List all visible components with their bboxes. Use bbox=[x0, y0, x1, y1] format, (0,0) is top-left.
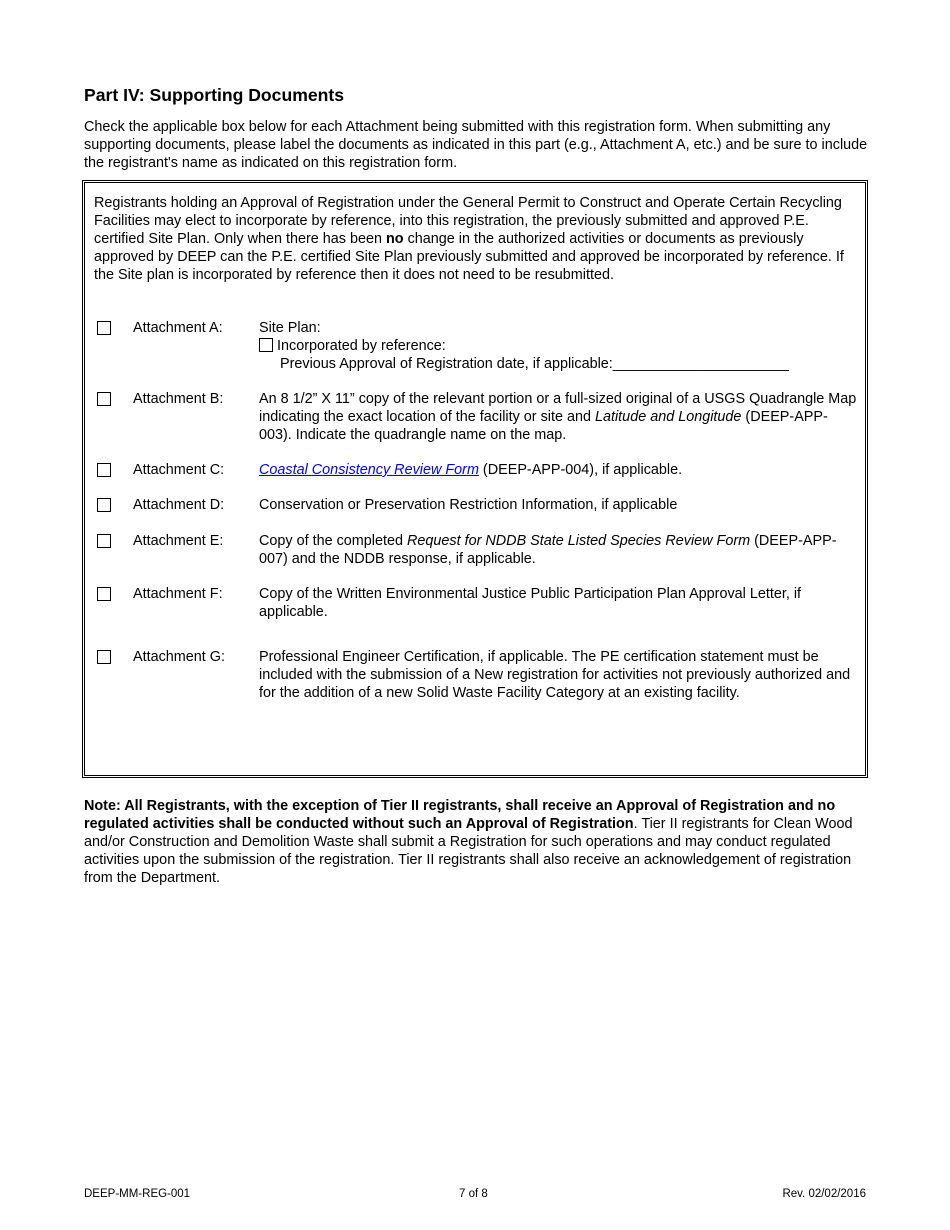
attachment-a-description bbox=[259, 319, 859, 373]
site-plan-title: Site Plan: bbox=[259, 320, 321, 336]
incorporated-label: Incorporated by reference: bbox=[277, 338, 446, 354]
attachments-box bbox=[82, 180, 868, 778]
attachment-a-checkbox[interactable] bbox=[97, 321, 111, 335]
attachment-g-checkbox[interactable] bbox=[97, 650, 111, 664]
attachment-c-label: Attachment C: bbox=[133, 462, 225, 478]
attachment-a-label: Attachment A: bbox=[133, 320, 223, 336]
attachment-c-checkbox[interactable] bbox=[97, 463, 111, 477]
attachment-g-description: Professional Engineer Certification, if applicable. The PE certification statement must be included with the submission of a New registration for activities not previously authorized and for the addition of a new Solid Waste Facility Category at an existing facility. bbox=[259, 649, 851, 701]
attachment-f-description: Copy of the Written Environmental Justice Public Participation Plan Approval Letter, if applicable. bbox=[259, 586, 802, 620]
intro-text: Check the applicable box below for each Attachment being submitted with this registration form. When submitting any supporting documents, please label the documents as indicated in this part (e.g., Attachment A, etc.) and be sure to include the registrant's name as indicated on this registration form. bbox=[84, 119, 868, 171]
previous-approval-date-field[interactable]: Previous Approval of Registration date, if applicable:______________________ bbox=[280, 356, 789, 372]
attachment-e-label: Attachment E: bbox=[133, 533, 224, 549]
attachment-g-label: Attachment G: bbox=[133, 649, 225, 665]
coastal-consistency-form-link[interactable]: Coastal Consistency Review Form bbox=[259, 462, 479, 478]
attachment-d-checkbox[interactable] bbox=[97, 498, 111, 512]
incorporated-line bbox=[259, 337, 859, 355]
page-title: Part IV: Supporting Documents bbox=[84, 85, 345, 105]
attachment-d-label: Attachment D: bbox=[133, 497, 225, 513]
attachment-c-description: Coastal Consistency Review Form (DEEP-APP-004), if applicable. bbox=[259, 462, 683, 478]
attachment-b-checkbox[interactable] bbox=[97, 392, 111, 406]
incorporated-by-reference-checkbox[interactable] bbox=[259, 338, 273, 352]
note-bold: Note: All Registrants, with the exception of Tier II registrants, shall receive an Approval of Registration and no regulated activities shall be conducted without such an Approval of Registration bbox=[84, 798, 836, 832]
attachment-b-label: Attachment B: bbox=[133, 391, 224, 407]
attachment-f-checkbox[interactable] bbox=[97, 587, 111, 601]
box-intro: Registrants holding an Approval of Registration under the General Permit to Construct and Operate Certain Recycling Facilities may elect to incorporate by reference, into this registration, the previously submitted and approved P.E. certified Site Plan. Only when there has been no change in the authorized activities or documents as previously approved by DEEP can the P.E. certified Site Plan previously submitted and approved be incorporated by reference. If the Site plan is incorporated by reference then it does not need to be resubmitted. bbox=[94, 195, 844, 283]
footer-page-number: 7 of 8 bbox=[459, 1188, 488, 1200]
attachment-d-description: Conservation or Preservation Restriction Information, if applicable bbox=[259, 497, 678, 513]
emphasis-no: no bbox=[385, 231, 404, 247]
attachment-e-description: Copy of the completed Request for NDDB State Listed Species Review Form (DEEP-APP-007) and the NDDB response, if applicable. bbox=[259, 533, 837, 567]
attachment-b-description: An 8 1/2” X 11” copy of the relevant portion or a full-sized original of a USGS Quadrangle Map indicating the exact location of the facility or site and Latitude and Longitude (DEEP-APP-003). Indicate the quadrangle name on the map. bbox=[259, 391, 857, 443]
attachment-e-checkbox[interactable] bbox=[97, 534, 111, 548]
note-text: Note: All Registrants, with the exception of Tier II registrants, shall receive an Approval of Registration and no regulated activities shall be conducted without such an Approval of Registration. Tier II registrants for Clean Wood and/or Construction and Demolition Waste shall submit a Registration for such operations and may conduct regulated activities upon the submission of the registration. Tier II registrants shall also receive an acknowledgement of registration from the Department. bbox=[84, 798, 853, 886]
footer-form-id: DEEP-MM-REG-001 bbox=[84, 1188, 191, 1200]
attachment-f-label: Attachment F: bbox=[133, 586, 223, 602]
footer-revision: Rev. 02/02/2016 bbox=[782, 1188, 866, 1200]
